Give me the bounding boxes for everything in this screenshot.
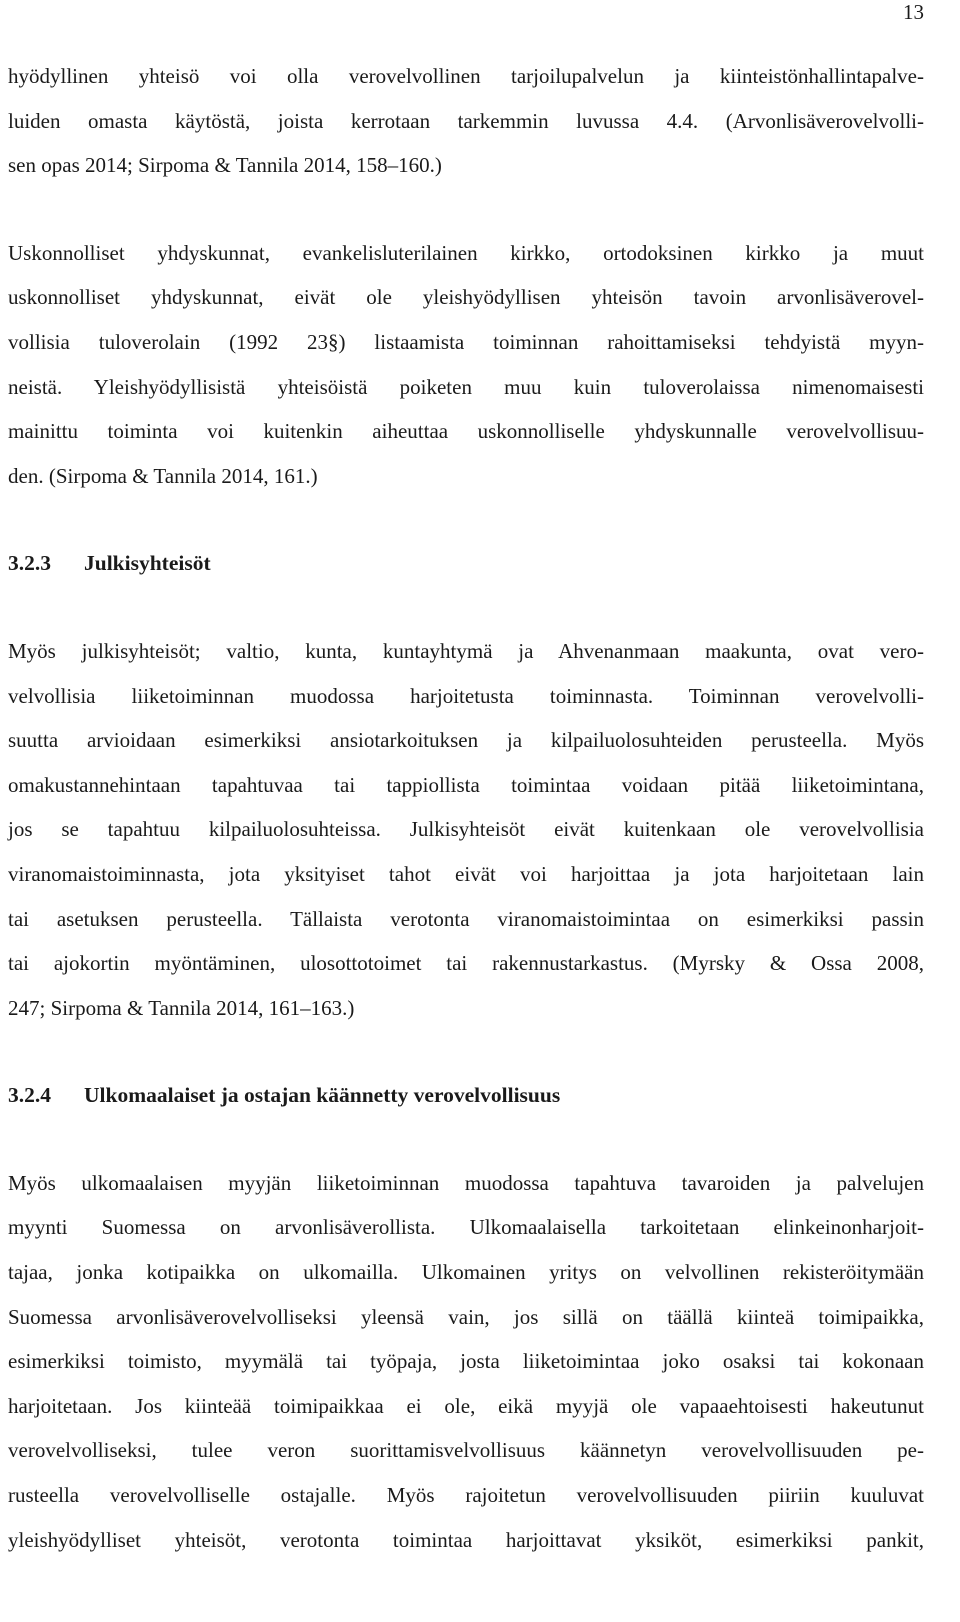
text-line: tajaa, jonka kotipaikka on ulkomailla. Ulkomainen yritys on velvollinen rekisteröitymään: [8, 1260, 924, 1285]
text-line: jos se tapahtuu kilpailuolosuhteissa. Julkisyhteisöt eivät kuitenkaan ole verovelvollisia: [8, 817, 924, 842]
document-body: [8, 54, 924, 1562]
text-line: velvollisia liiketoiminnan muodossa harjoitetusta toiminnasta. Toiminnan verovelvolli-: [8, 683, 924, 708]
text-line: hyödyllinen yhteisö voi olla verovelvollinen tarjoilupalvelun ja kiinteistönhallintapalve-: [8, 64, 924, 88]
text-line: uskonnolliset yhdyskunnat, eivät ole yleishyödyllisen yhteisön tavoin arvonlisäverovel-: [8, 285, 924, 310]
text-line: tai ajokortin myöntäminen, ulosottotoimet tai rakennustarkastus. (Myrsky & Ossa 2008,: [8, 951, 924, 976]
page-number: 13: [903, 0, 924, 24]
text-line: esimerkiksi toimisto, myymälä tai työpaja, josta liiketoimintaa joko osaksi tai kokonaan: [8, 1349, 924, 1374]
text-line: Suomessa arvonlisäverovelvolliseksi yleensä vain, jos sillä on täällä kiinteä toimipaikka,: [8, 1304, 924, 1329]
paragraph-4: [8, 1161, 924, 1562]
paragraph-2: [8, 231, 924, 499]
text-line: vollisia tuloverolain (1992 23§) listaamista toiminnan rahoittamiseksi tehdyistä myyn-: [8, 329, 924, 354]
text-line: viranomaistoiminnasta, jota yksityiset tahot eivät voi harjoittaa ja jota harjoitetaan lain: [8, 861, 924, 886]
text-line: verovelvolliseksi, tulee veron suorittamisvelvollisuus käännetyn verovelvollisuuden pe-: [8, 1438, 924, 1463]
text-line: den. (Sirpoma & Tannila 2014, 161.): [8, 463, 318, 488]
section-heading-3-2-4: [8, 1073, 924, 1118]
section-heading-3-2-3: [8, 541, 924, 586]
paragraph-3: [8, 629, 924, 1030]
text-line: Uskonnolliset yhdyskunnat, evankelisluterilainen kirkko, ortodoksinen kirkko ja muut: [8, 240, 924, 265]
text-line: harjoitetaan. Jos kiinteää toimipaikkaa ei ole, eikä myyjä ole vapaaehtoisesti hakeutunut: [8, 1393, 924, 1418]
text-line: mainittu toiminta voi kuitenkin aiheuttaa uskonnolliselle yhdyskunnalle verovelvollisuu-: [8, 419, 924, 444]
section-number: 3.2.4: [8, 1083, 51, 1108]
text-line: Myös ulkomaalaisen myyjän liiketoiminnan muodossa tapahtuva tavaroiden ja palvelujen: [8, 1170, 924, 1195]
text-line: omakustannehintaan tapahtuvaa tai tappiollista toimintaa voidaan pitää liiketoimintana,: [8, 772, 924, 797]
section-title: Julkisyhteisöt: [84, 551, 211, 576]
text-line: neistä. Yleishyödyllisistä yhteisöistä poiketen muu kuin tuloverolaissa nimenomaisesti: [8, 374, 924, 399]
text-line: yleishyödylliset yhteisöt, verotonta toimintaa harjoittavat yksiköt, esimerkiksi pankit,: [8, 1527, 924, 1552]
text-line: luiden omasta käytöstä, joista kerrotaan tarkemmin luvussa 4.4. (Arvonlisäverovelvolli-: [8, 108, 924, 133]
text-line: myynti Suomessa on arvonlisäverollista. Ulkomaalaisella tarkoitetaan elinkeinonharjoit-: [8, 1215, 924, 1240]
section-number: 3.2.3: [8, 551, 51, 576]
text-line: suutta arvioidaan esimerkiksi ansiotarkoituksen ja kilpailuolosuhteiden perusteella. Myös: [8, 728, 924, 753]
text-line: Myös julkisyhteisöt; valtio, kunta, kuntayhtymä ja Ahvenanmaan maakunta, ovat vero-: [8, 638, 924, 663]
paragraph-1: [8, 54, 924, 188]
section-title: Ulkomaalaiset ja ostajan käännetty verovelvollisuus: [84, 1083, 561, 1108]
text-line: 247; Sirpoma & Tannila 2014, 161–163.): [8, 995, 355, 1020]
text-line: sen opas 2014; Sirpoma & Tannila 2014, 158–160.): [8, 153, 442, 178]
text-line: rusteella verovelvolliselle ostajalle. Myös rajoitetun verovelvollisuuden piiriin kuuluvat: [8, 1483, 924, 1508]
text-line: tai asetuksen perusteella. Tällaista verotonta viranomaistoimintaa on esimerkiksi passin: [8, 906, 924, 931]
